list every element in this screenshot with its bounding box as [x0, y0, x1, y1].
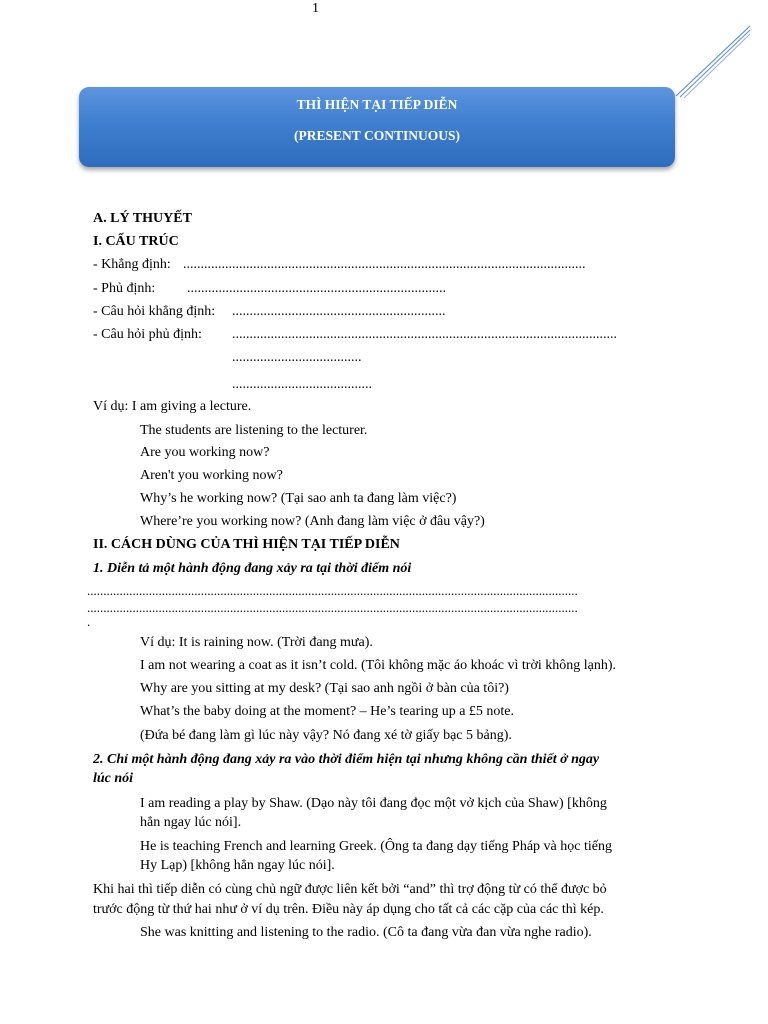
usage-2-note-line-1: Khi hai thì tiếp diễn có cùng chủ ngữ được liên kết bởi “and” thì trợ động từ có thể được bỏ — [93, 882, 607, 897]
question-neg-dots-1: .............................................................................................................. — [232, 327, 617, 342]
title-banner — [79, 87, 675, 167]
usage-2-example-2-line-2: Hy Lạp) [không hẳn ngay lúc nói]. — [140, 858, 335, 873]
usage-1-example: What’s the baby doing at the moment? – He’s tearing up a £5 note. — [140, 704, 515, 719]
usage-2-heading-line-2: lúc nói — [93, 771, 134, 786]
question-affirm-dots: ............................................................. — [232, 304, 446, 319]
usage-1-heading: 1. Diễn tả một hành động đang xảy ra tại thời điểm nói — [93, 561, 412, 576]
usage-1-example: Why are you sitting at my desk? (Tại sao anh ngồi ở bàn của tôi?) — [140, 681, 509, 696]
usage-1-example: Ví dụ: It is raining now. (Trời đang mưa). — [140, 635, 373, 650]
usage-1-dots-2: ....................................................................................................................................................... — [87, 600, 578, 615]
usage-1-example: (Đứa bé đang làm gì lúc này vậy? Nó đang xé tờ giấy bạc 5 bảng). — [140, 728, 512, 743]
usage-1-dots-3: . — [87, 614, 91, 629]
question-neg-dots-3: ........................................ — [232, 377, 372, 392]
example-line: Are you working now? — [140, 445, 270, 460]
section-i-heading: I. CẤU TRÚC — [93, 234, 179, 249]
page-number: 1 — [312, 1, 319, 16]
usage-2-example-1-line-1: I am reading a play by Shaw. (Dạo này tôi đang đọc một vở kịch của Shaw) [không — [140, 796, 607, 811]
corner-line-decoration — [670, 20, 760, 110]
example-line: Where’re you working now? (Anh đang làm việc ở đâu vậy?) — [140, 514, 485, 529]
title: THÌ HIỆN TẠI TIẾP DIỄN — [296, 97, 458, 112]
question-neg-label: - Câu hỏi phủ định: — [93, 327, 202, 342]
example-line: The students are listening to the lecturer. — [140, 423, 368, 438]
usage-1-example: I am not wearing a coat as it isn’t cold. (Tôi không mặc áo khoác vì trời không lạnh). — [140, 658, 617, 673]
affirmative-label: - Khẳng định: — [93, 257, 171, 272]
subtitle: (PRESENT CONTINUOUS) — [294, 128, 460, 143]
usage-1-dots-1: ....................................................................................................................................................... — [87, 583, 578, 598]
usage-2-example-1-line-2: hẳn ngay lúc nói]. — [140, 815, 242, 830]
affirmative-dots: ................................................................................................................... — [183, 257, 586, 272]
example-line: Why’s he working now? (Tại sao anh ta đang làm việc?) — [140, 491, 457, 506]
usage-2-heading-line-1: 2. Chỉ một hành động đang xảy ra vào thời điểm hiện tại nhưng không cần thiết ở ngay — [93, 752, 600, 767]
example-lead: Ví dụ: I am giving a lecture. — [93, 399, 252, 414]
negative-dots: .......................................................................... — [187, 281, 446, 296]
question-neg-dots-2: ..................................... — [232, 350, 362, 365]
usage-2-example-3: She was knitting and listening to the radio. (Cô ta đang vừa đan vừa nghe radio). — [140, 925, 592, 940]
usage-2-note-line-2: trước động từ thứ hai như ở ví dụ trên. Điều này áp dụng cho tất cả các cặp của các thì kép. — [93, 902, 604, 917]
question-affirm-label: - Câu hỏi khẳng định: — [93, 304, 216, 319]
section-a-heading: A. LÝ THUYẾT — [93, 211, 192, 226]
usage-2-example-2-line-1: He is teaching French and learning Greek. (Ông ta đang dạy tiếng Pháp và học tiếng — [140, 839, 612, 854]
example-line: Aren't you working now? — [140, 468, 283, 483]
section-ii-heading: II. CÁCH DÙNG CỦA THÌ HIỆN TẠI TIẾP DIỄN — [93, 537, 400, 552]
negative-label: - Phủ định: — [93, 281, 156, 296]
